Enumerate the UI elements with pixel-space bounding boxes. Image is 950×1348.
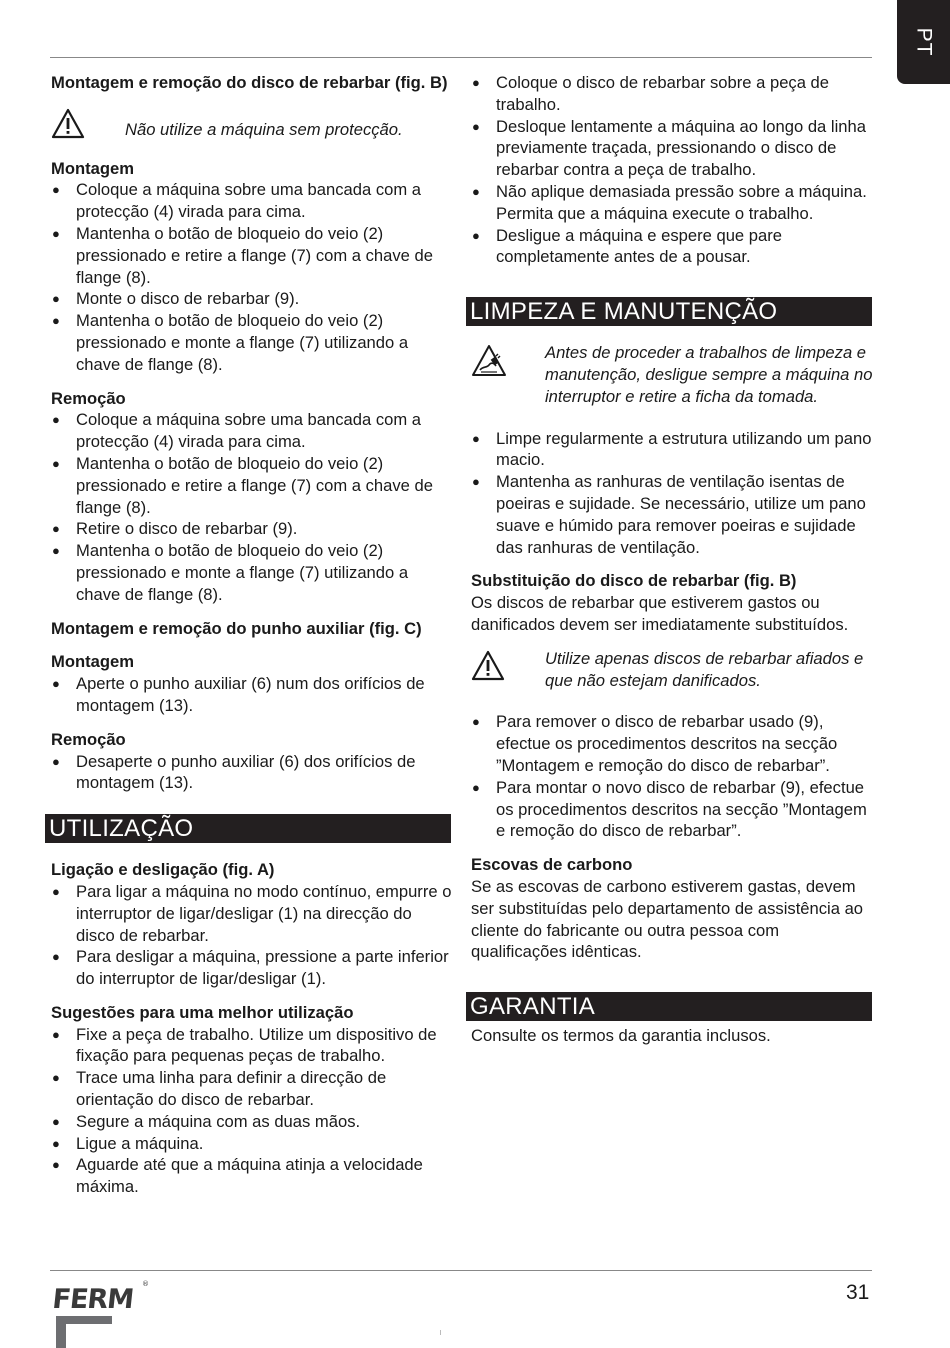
subsection-title-remocao: Remoção <box>51 388 126 408</box>
section-title-carbon-brushes: Escovas de carbono <box>471 855 633 875</box>
right-column <box>471 72 873 1047</box>
list-item: ● Monte o disco de rebarbar (9). <box>51 288 453 310</box>
section-band-utilizacao: UTILIZAÇÃO <box>45 814 451 843</box>
warning-block-unplug <box>471 342 873 407</box>
list-item: ● Limpe regularmente a estrutura utilizando um pano macio. <box>471 428 873 472</box>
list-item: ● Aguarde até que a máquina atinja a velocidade máxima. <box>51 1154 453 1198</box>
subsection-title-montagem-handle: Montagem <box>51 652 134 672</box>
list-item: ● Retire o disco de rebarbar (9). <box>51 518 453 540</box>
handle-remocao-list <box>51 751 453 795</box>
crop-mark <box>440 1330 441 1335</box>
warning-text-unplug: Antes de proceder a trabalhos de limpeza e manutenção, desligue sempre a máquina no interruptor e retire a ficha da tomada. <box>545 343 873 406</box>
section-band-limpeza: LIMPEZA E MANUTENÇÃO <box>466 297 872 326</box>
section-title-on-off: Ligação e desligação (fig. A) <box>51 860 275 880</box>
subsection-title-remocao-handle: Remoção <box>51 729 126 749</box>
subsection-title-montagem: Montagem <box>51 158 134 178</box>
warning-text-discs: Utilize apenas discos de rebarbar afiados e que não estejam danificados. <box>545 648 864 690</box>
list-item: ● Coloque a máquina sobre uma bancada com a protecção (4) virada para cima. <box>51 409 453 453</box>
handle-montagem-list <box>51 673 453 717</box>
carbon-brushes-text: Se as escovas de carbono estiverem gastas, devem ser substituídas pelo departamento de assistência ao cliente do fabricante ou outra pessoa com qualificações idênticas. <box>471 876 864 962</box>
list-item: ● Desloque lentamente a máquina ao longo da linha previamente traçada, pressionando o disco de rebarbar contra a peça de trabalho. <box>471 116 873 181</box>
list-item: ● Trace uma linha para definir a direcção de orientação do disco de rebarbar. <box>51 1067 453 1111</box>
list-item: ● Fixe a peça de trabalho. Utilize um dispositivo de fixação para pequenas peças de trabalho. <box>51 1024 453 1068</box>
list-item: ● Ligue a máquina. <box>51 1133 453 1155</box>
list-item: ● Para ligar a máquina no modo contínuo, empurre o interruptor de ligar/desligar (1) na direcção do disco de rebarbar. <box>51 881 453 946</box>
language-tab-label: PT <box>912 27 936 57</box>
list-item: ● Mantenha o botão de bloqueio do veio (2) pressionado e retire a flange (7) com a chave de flange (8). <box>51 453 453 518</box>
cleaning-list <box>471 428 873 559</box>
ferm-logo <box>52 1276 152 1348</box>
disc-replacement-text: Os discos de rebarbar que estiverem gastos ou danificados devem ser imediatamente substituídos. <box>471 593 849 634</box>
list-item: ● Para montar o novo disco de rebarbar (9), efectue os procedimentos descritos na secção ”Montagem e remoção do disco de rebarbar”. <box>471 777 873 842</box>
section-title-tips: Sugestões para uma melhor utilização <box>51 1002 354 1022</box>
list-item: ● Mantenha as ranhuras de ventilação isentas de poeiras e sujidade. Se necessário, utilize um pano suave e húmido para remover poeiras e sujidade das ranhuras de ventilação. <box>471 471 873 558</box>
list-item: ● Mantenha o botão de bloqueio do veio (2) pressionado e retire a flange (7) com a chave de flange (8). <box>51 223 453 288</box>
list-item: ● Para remover o disco de rebarbar usado (9), efectue os procedimentos descritos na secção ”Montagem e remoção do disco de rebarbar”. <box>471 711 873 776</box>
on-off-list <box>51 881 453 990</box>
disc-replacement-list <box>471 711 873 842</box>
montagem-list <box>51 179 453 375</box>
list-item: ● Coloque o disco de rebarbar sobre a peça de trabalho. <box>471 72 873 116</box>
list-item: ● Aperte o punho auxiliar (6) num dos orifícios de montagem (13). <box>51 673 453 717</box>
list-item: ● Para desligar a máquina, pressione a parte inferior do interruptor de ligar/desligar (1). <box>51 946 453 990</box>
list-item: ● Desaperte o punho auxiliar (6) dos orifícios de montagem (13). <box>51 751 453 795</box>
list-item: ● Mantenha o botão de bloqueio do veio (2) pressionado e monte a flange (7) utilizando a chave de flange (8). <box>51 540 453 605</box>
unplug-warning-icon <box>471 342 545 384</box>
svg-text:FERM: FERM <box>52 1284 135 1315</box>
remocao-list <box>51 409 453 605</box>
warning-block-guard <box>51 108 453 146</box>
bottom-rule <box>50 1270 872 1271</box>
warning-text-guard: Não utilize a máquina sem protecção. <box>125 119 403 139</box>
list-item: ● Não aplique demasiada pressão sobre a máquina. Permita que a máquina execute o trabalho. <box>471 181 873 225</box>
tips-list <box>51 1024 453 1198</box>
language-tab <box>897 0 950 84</box>
top-rule <box>50 57 872 58</box>
section-title-aux-handle: Montagem e remoção do punho auxiliar (fig. C) <box>51 618 422 638</box>
warranty-text: Consulte os termos da garantia inclusos. <box>471 1026 771 1046</box>
section-band-garantia: GARANTIA <box>466 992 872 1021</box>
section-title-disc-mounting: Montagem e remoção do disco de rebarbar (fig. B) <box>51 73 448 92</box>
warning-triangle-icon <box>471 648 545 688</box>
page-number: 31 <box>846 1281 870 1304</box>
svg-text:®: ® <box>142 1280 149 1288</box>
list-item: ● Segure a máquina com as duas mãos. <box>51 1111 453 1133</box>
left-column <box>51 72 453 1198</box>
list-item: ● Desligue a máquina e espere que pare completamente antes de a pousar. <box>471 225 873 269</box>
continued-tips-list <box>471 72 873 268</box>
warning-block-discs <box>471 648 873 692</box>
section-title-disc-replacement: Substituição do disco de rebarbar (fig. B) <box>471 571 797 591</box>
list-item: ● Coloque a máquina sobre uma bancada com a protecção (4) virada para cima. <box>51 179 453 223</box>
warning-triangle-icon <box>51 108 125 146</box>
list-item: ● Mantenha o botão de bloqueio do veio (2) pressionado e monte a flange (7) utilizando a chave de flange (8). <box>51 310 453 375</box>
